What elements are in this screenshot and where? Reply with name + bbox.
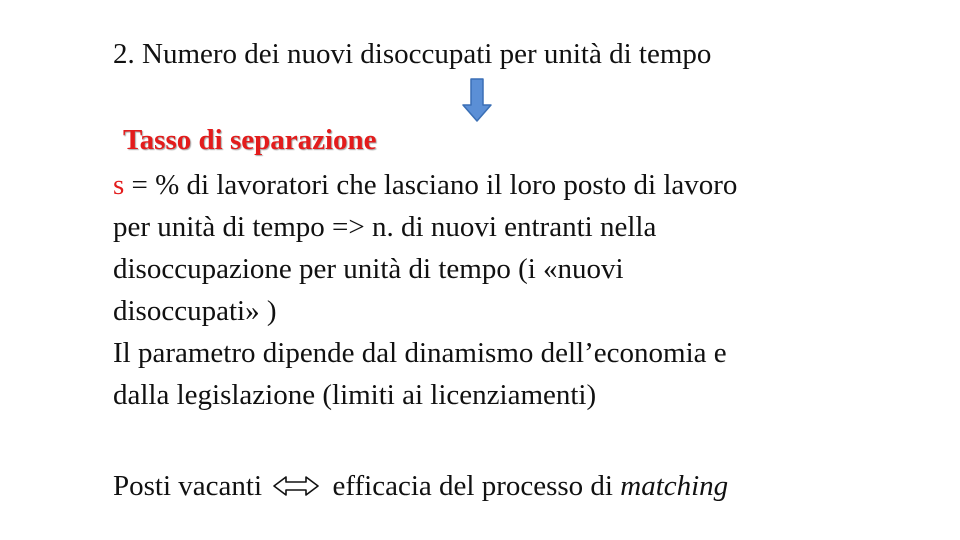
- parameter-line-1: Il parametro dipende dal dinamismo dell’economia e: [113, 337, 727, 369]
- matching-word: matching: [620, 470, 729, 502]
- separation-rate-title: Tasso di separazione: [123, 124, 377, 156]
- vacancies-line: [113, 465, 728, 507]
- definition-block: [113, 164, 913, 416]
- definition-line-1: [113, 164, 913, 206]
- separation-rate-symbol: s: [113, 169, 125, 201]
- vacancies-label: Posti vacanti: [113, 470, 263, 502]
- definition-text: = % di lavoratori che lasciano il loro posto di lavoro: [124, 169, 738, 201]
- definition-line-2: per unità di tempo => n. di nuovi entranti nella: [113, 211, 657, 243]
- parameter-line-2: dalla legislazione (limiti ai licenziamenti): [113, 379, 597, 411]
- definition-line-4: disoccupati» ): [113, 295, 277, 327]
- matching-efficiency-text: efficacia del processo di: [332, 470, 613, 502]
- slide-heading: 2. Numero dei nuovi disoccupati per unità di tempo: [113, 38, 712, 70]
- definition-line-3: disoccupazione per unità di tempo (i «nuovi: [113, 253, 624, 285]
- down-arrow-icon: [462, 78, 492, 122]
- left-right-arrow-icon: [273, 475, 319, 497]
